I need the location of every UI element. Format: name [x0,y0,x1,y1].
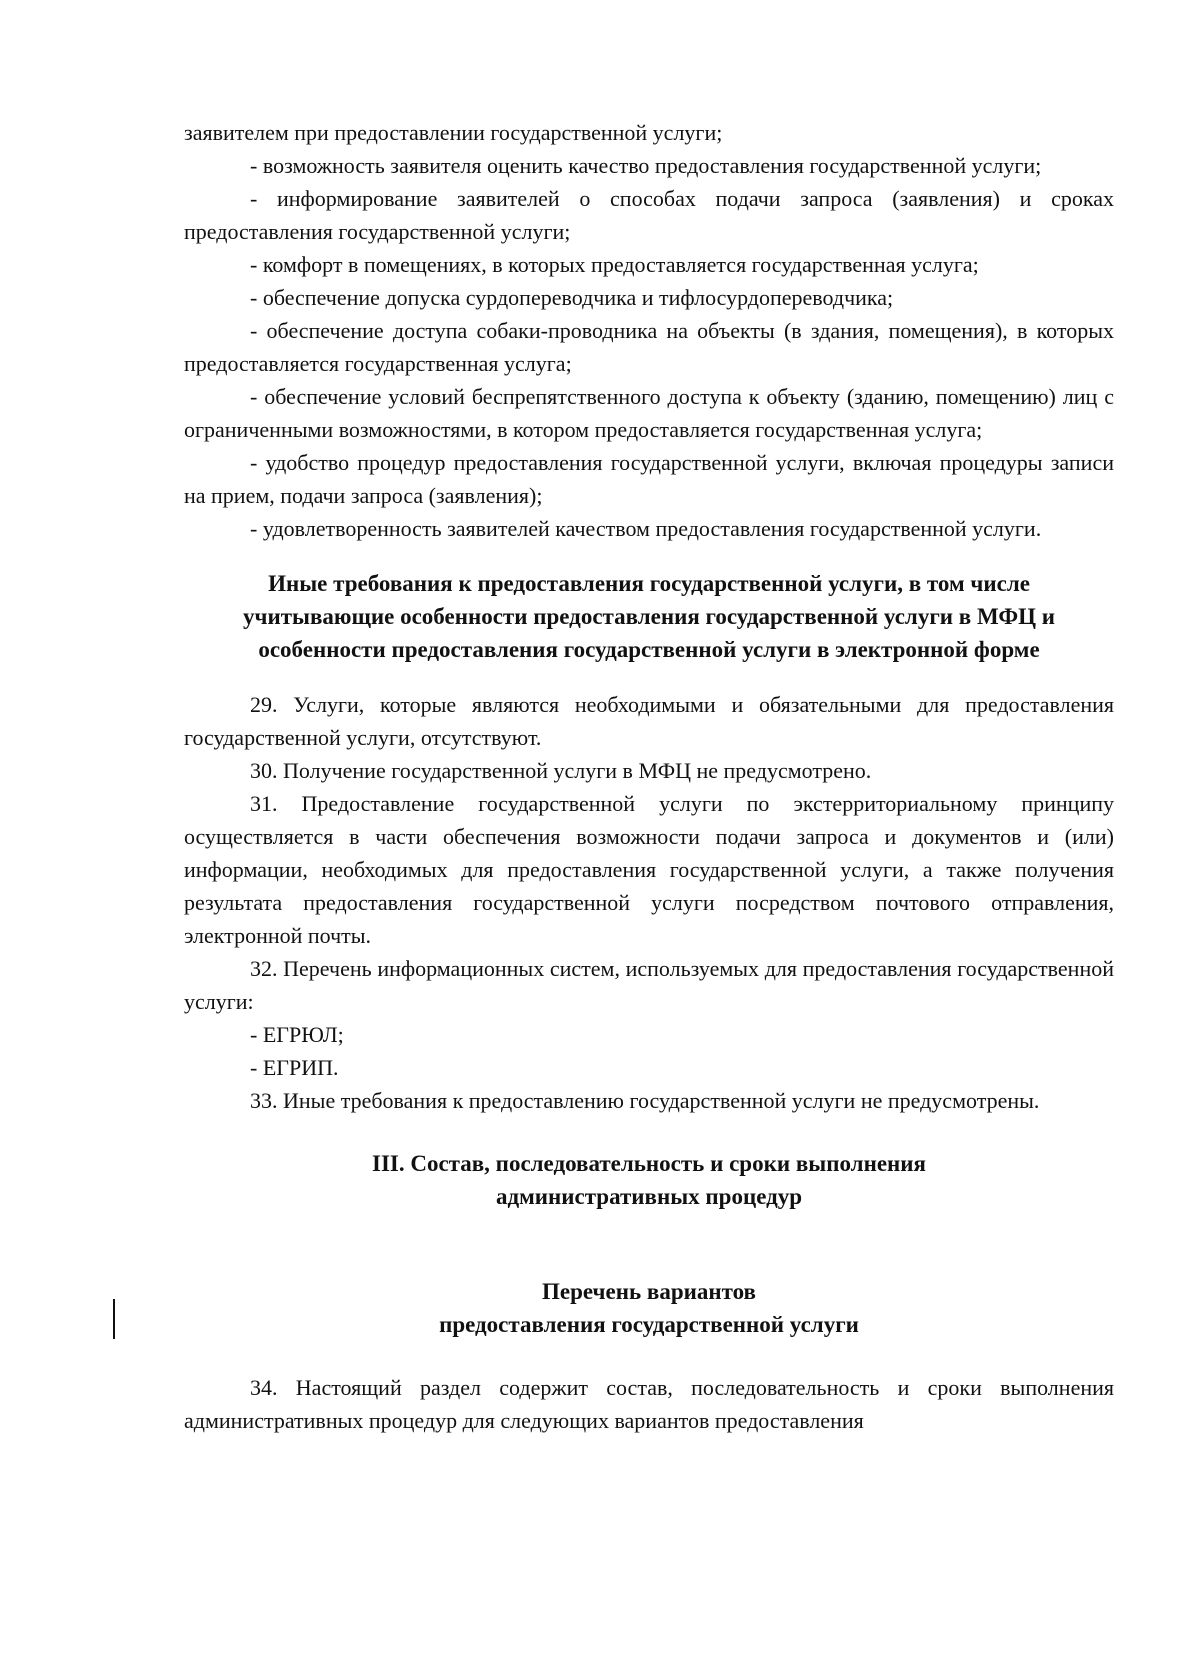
paragraph-33: 33. Иные требования к предоставлению государственной услуги не предусмотрены. [250,1088,1040,1113]
paragraph-31: 31. Предоставление государственной услуги по экстерриториальному принципу осуществляется в части обеспечения возможности подачи запроса и документов и (или) информации, необходимых для предоставления государственной услуги, а также получения результата предоставления государственной услуги посредством почтового отправления, электронной почты. [184,791,1114,948]
list-item-egrip: - ЕГРИП. [250,1055,339,1080]
list-item-egrul: - ЕГРЮЛ; [250,1022,344,1047]
paragraph-intro: заявителем при предоставлении государственной услуги; [184,120,723,145]
margin-change-bar [113,1299,115,1339]
bullet-sign-interpreter: - обеспечение допуска сурдопереводчика и тифлосурдопереводчика; [250,285,894,310]
bullet-guide-dog: - обеспечение доступа собаки-проводника на объекты (в здания, помещения), в которых предоставляется государственная услуга; [184,318,1114,376]
heading-variants-line2: предоставления государственной услуги [439,1312,859,1337]
heading-variants-line1: Перечень вариантов [542,1279,756,1304]
bullet-satisfaction: - удовлетворенность заявителей качеством предоставления государственной услуги. [250,516,1042,541]
paragraph-30: 30. Получение государственной услуги в МФЦ не предусмотрено. [250,758,872,783]
bullet-quality-assessment: - возможность заявителя оценить качество предоставления государственной услуги; [250,153,1042,178]
paragraph-34: 34. Настоящий раздел содержит состав, последовательность и сроки выполнения административных процедур для следующих вариантов предоставления [184,1375,1114,1433]
heading-section-3-line1: III. Состав, последовательность и сроки выполнения [372,1151,926,1176]
paragraph-29: 29. Услуги, которые являются необходимыми и обязательными для предоставления государственной услуги, отсутствуют. [184,692,1114,750]
heading-other-requirements-line2: учитывающие особенности предоставления государственной услуги в МФЦ и [243,604,1055,629]
heading-variants-list [184,1275,1114,1341]
heading-section-3-line2: административных процедур [495,1184,803,1209]
heading-other-requirements-line1: Иные требования к предоставления государственной услуги, в том числе [268,571,1030,596]
bullet-barrier-free-access: - обеспечение условий беспрепятственного доступа к объекту (зданию, помещению) лиц с ограниченными возможностями, в котором предоставляется государственная услуга; [184,384,1114,442]
heading-other-requirements-line3: особенности предоставления государственной услуги в электронной форме [258,637,1040,662]
heading-section-3 [184,1147,1114,1213]
document-body [184,116,1114,1437]
bullet-informing-applicants: - информирование заявителей о способах подачи запроса (заявления) и сроках предоставления государственной услуги; [184,186,1114,244]
heading-other-requirements [184,567,1114,666]
paragraph-32: 32. Перечень информационных систем, используемых для предоставления государственной услуги: [184,956,1114,1014]
bullet-premises-comfort: - комфорт в помещениях, в которых предоставляется государственная услуга; [250,252,979,277]
bullet-procedure-convenience: - удобство процедур предоставления государственной услуги, включая процедуры записи на прием, подачи запроса (заявления); [184,450,1114,508]
